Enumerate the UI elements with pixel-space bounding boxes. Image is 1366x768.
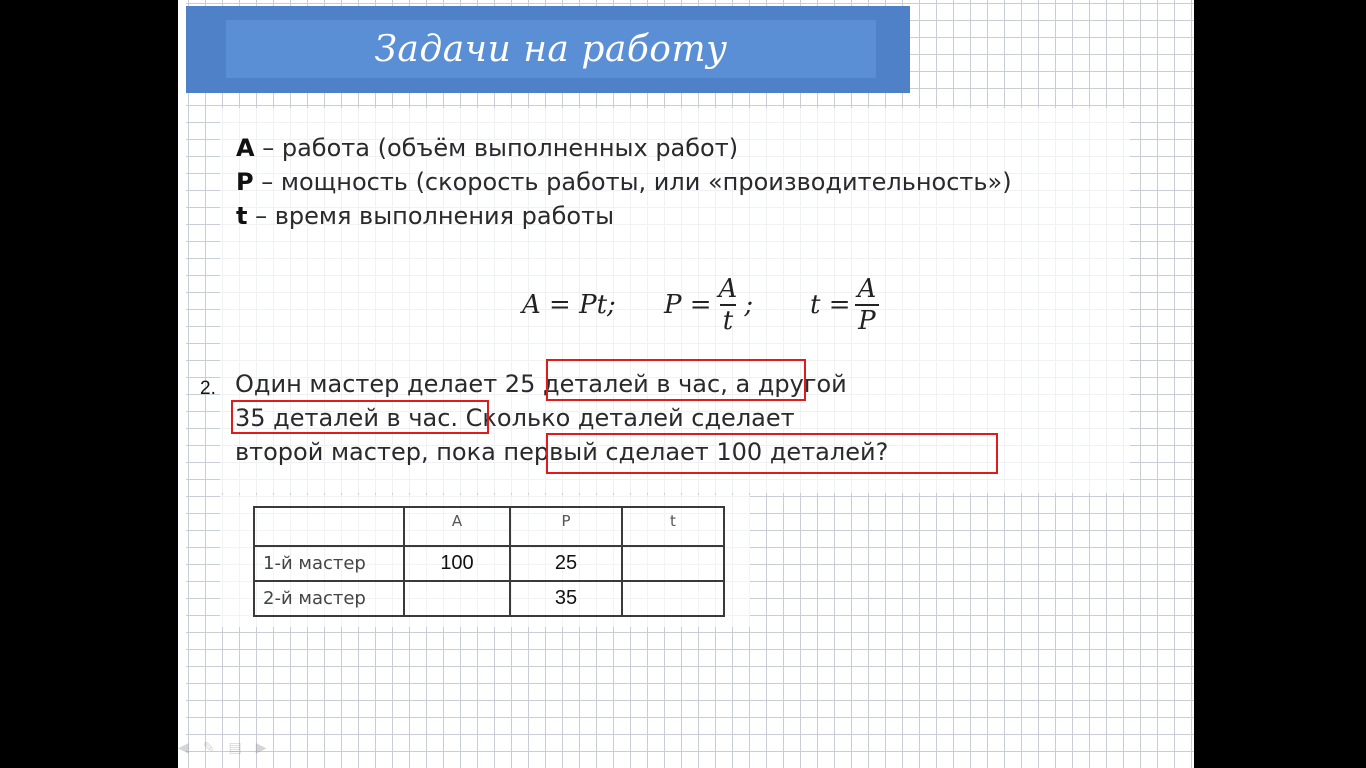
formula-lhs: P = xyxy=(664,290,712,320)
arrow-left-icon[interactable]: ◀ xyxy=(178,740,189,756)
table-header-cell: A xyxy=(404,507,510,546)
task-line-2: 35 деталей в час. Сколько деталей сделает xyxy=(235,404,795,432)
fraction-denominator: t xyxy=(720,304,736,336)
pen-icon[interactable]: ✎ xyxy=(202,740,215,756)
title-bar xyxy=(186,6,910,93)
row-label: 1-й мастер xyxy=(254,546,404,581)
slide-edge xyxy=(178,0,186,768)
definition-power xyxy=(236,168,1012,196)
menu-icon[interactable]: ▤ xyxy=(228,740,242,756)
fraction-numerator: A xyxy=(718,274,738,304)
table-header-row xyxy=(254,507,724,546)
work-table xyxy=(253,506,725,617)
fraction-denominator: P xyxy=(855,304,879,336)
formula-time xyxy=(810,270,883,340)
table-row xyxy=(254,581,724,616)
definition-symbol: t xyxy=(236,202,248,230)
cell-t xyxy=(622,546,724,581)
formulas xyxy=(178,270,1194,340)
task-line-1: Один мастер делает 25 деталей в час, а другой xyxy=(235,370,847,398)
cell-value: 25 xyxy=(554,552,578,574)
slide-nav-controls xyxy=(178,740,267,756)
definition-text: – мощность (скорость работы, или «производительность») xyxy=(253,168,1012,196)
definition-symbol: P xyxy=(236,168,254,196)
definition-work xyxy=(236,134,738,162)
definition-time xyxy=(236,202,614,230)
table-header-cell: P xyxy=(510,507,622,546)
arrow-right-icon[interactable]: ▶ xyxy=(255,740,267,756)
slide-title: Задачи на работу xyxy=(374,28,728,70)
task-line-3: второй мастер, пока первый сделает 100 деталей? xyxy=(235,438,889,466)
title-inner xyxy=(226,20,876,78)
formula-work: A = Pt; xyxy=(522,290,616,320)
cell-p xyxy=(510,546,622,581)
cell-value: 35 xyxy=(554,587,578,609)
fraction xyxy=(716,274,741,336)
slide xyxy=(178,0,1194,768)
cell-value: 100 xyxy=(440,552,474,574)
formula-tail: ; xyxy=(744,290,754,320)
highlight-box-first-total xyxy=(546,433,998,474)
highlight-box-first-rate xyxy=(546,359,806,401)
definition-symbol: A xyxy=(236,134,255,162)
table-row xyxy=(254,546,724,581)
formula-lhs: t = xyxy=(810,290,851,320)
formula-power xyxy=(664,270,753,340)
table-header-cell: t xyxy=(622,507,724,546)
task-number: 2. xyxy=(200,378,216,399)
cell-a xyxy=(404,546,510,581)
definition-text: – работа (объём выполненных работ) xyxy=(254,134,739,162)
cell-t xyxy=(622,581,724,616)
highlight-box-second-rate xyxy=(231,400,489,434)
definition-text: – время выполнения работы xyxy=(247,202,615,230)
cell-a xyxy=(404,581,510,616)
row-label: 2-й мастер xyxy=(254,581,404,616)
fraction-numerator: A xyxy=(857,274,877,304)
table-header-cell xyxy=(254,507,404,546)
fraction xyxy=(855,274,880,336)
cell-p xyxy=(510,581,622,616)
